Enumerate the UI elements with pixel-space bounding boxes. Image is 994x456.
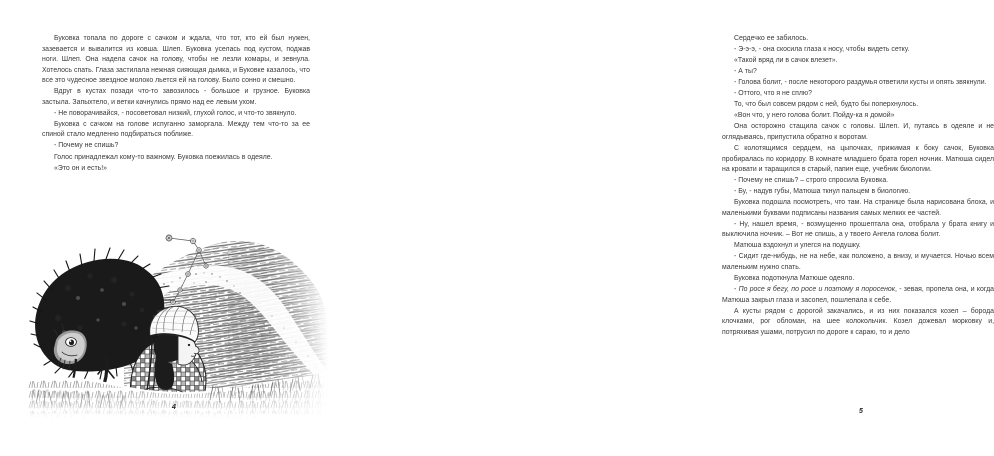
paragraph: Буковка подоткнула Матюше одеяло.	[734, 275, 855, 283]
left-page	[0, 0, 350, 456]
paragraph: Она осторожно стащила сачок с головы. Шлеп. И, путаясь в одеяле и не оглядываясь, припустила обратно к воротам.	[722, 123, 994, 141]
paragraph: - Почему не спишь?	[54, 142, 119, 150]
quote-suffix: , - зевая, пропела она, и когда Матюша закрыл глаза и засопел, пошлепала к себе.	[722, 286, 994, 304]
paragraph: «Такой вряд ли в сачок влезет».	[734, 57, 838, 65]
paragraph: Сердечко ее забилось.	[734, 35, 809, 42]
left-page-text-column	[42, 34, 310, 175]
paragraph: Голос принадлежал кому-то важному. Буковка поежилась в одеяле.	[54, 153, 273, 161]
paragraph: Буковка с сачком на голове испуганно заморгала. Между тем что-то за ее спиной стало медленно подбираться поближе.	[42, 120, 310, 139]
quote-prefix: -	[734, 286, 739, 294]
paragraph: А кусты рядом с дорогой закачались, и из них показался козел – борода клочками, рог обломан, на шее колокольчик. Козел дожевал морковку и, потряхивая ушами, потрусил по дороге к сараю, то и дело	[722, 307, 994, 336]
paragraph: - Почему не спишь? – строго спросила Буковка.	[734, 177, 889, 185]
paragraph: С колотящимся сердцем, на цыпочках, прижимая к боку сачок, Буковка пробиралась по коридору. В комнате младшего брата горел ночник. Матюша сидел на кровати и таращился в старый, папин еще, учебник биологии.	[722, 144, 994, 174]
paragraph-italic-quote	[722, 285, 994, 306]
page-number-left: 4	[172, 404, 176, 411]
paragraph: - Ну, нашел время, - возмущенно прошептала она, отобрала у брата книгу и выключила ночник. – Вот не спишь, а у твоего Ангела голова болит.	[722, 220, 994, 239]
paragraph: - Не поворачивайся, - посоветовал низкий, глухой голос, и что-то звякнуло.	[54, 109, 297, 117]
illustration-girl-with-net	[28, 228, 328, 420]
paragraph: Буковка подошла посмотреть, что там. На странице была нарисована блоха, и маленькими буквами подписаны названия самых мелких ее частей.	[722, 199, 994, 217]
paragraph: То, что был совсем рядом с ней, будто бы поперхнулось.	[734, 101, 919, 109]
paragraph: «Вон что, у него голова болит. Пойду-ка я домой»	[734, 112, 895, 120]
paragraph: - Голова болит, - после некоторого раздумья ответили кусты и опять звякнули.	[734, 79, 987, 87]
paragraph: Буковка топала по дороге с сачком и ждала, что тот, кто ей был нужен, зазевается и вывалится из ковша. Шлеп. Буковка уселась под кустом, поджав ноги. Шлеп. Она надела сачок на голову, чтобы не лезли комары, и зевнула. Хотелось спать. Глаза застилала нежная сияющая дымка, и Буковке казалось, что все это чудесное звездное молоко льется ей на голову. Было сонно и смешно.	[42, 35, 310, 85]
paragraph: - Оттого, что я не сплю?	[734, 90, 812, 98]
paragraph: - Сидит где-нибудь, не на небе, как положено, а внизу, и мучается. Ночью всем маленьким нужно спать.	[722, 253, 994, 271]
paragraph: - Э-э-э, - она скосила глаза к носу, чтобы видеть сетку.	[734, 46, 910, 54]
quote-italic-text: По росе я бегу, по росе и поэтому я поросенок	[738, 286, 896, 294]
right-page-text-column	[722, 34, 994, 339]
right-page	[350, 0, 994, 456]
page-number-right: 5	[859, 408, 863, 415]
paragraph: - А ты?	[734, 68, 757, 76]
paragraph: «Это он и есть!»	[54, 164, 108, 172]
paragraph: Вдруг в кустах позади что-то завозилось - большое и грузное. Буковка застыла. Запыхтело, и ветки качнулись прямо над ее левым ухом.	[42, 88, 310, 106]
paragraph: - Бу, - надув губы, Матюша ткнул пальцем в биологию.	[734, 188, 911, 196]
paragraph: Матюша вздохнул и улегся на подушку.	[734, 242, 861, 250]
